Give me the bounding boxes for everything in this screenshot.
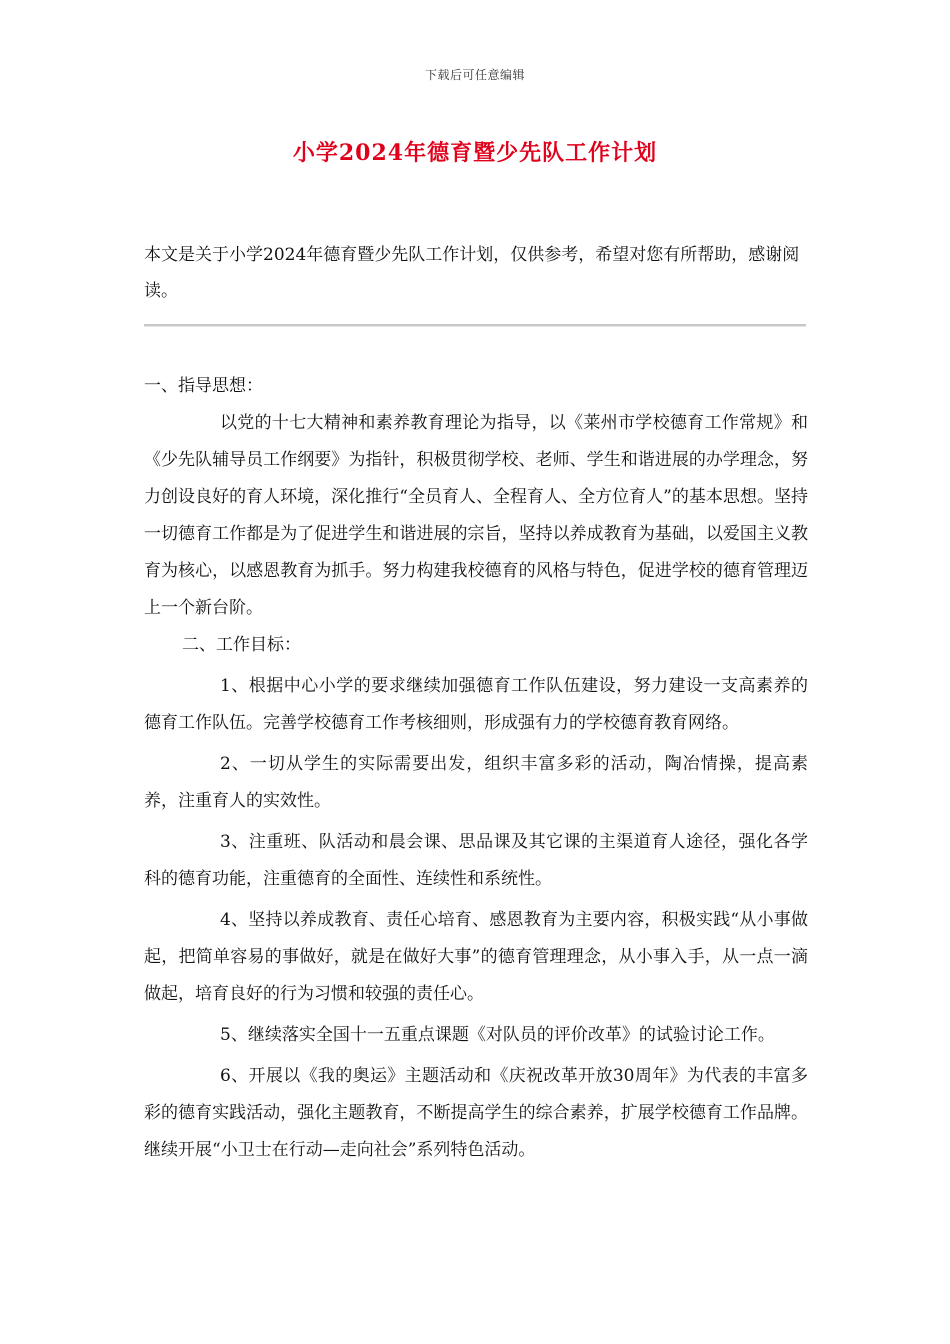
guiding-ideology-paragraph: 以党的十七大精神和素养教育理论为指导，以《莱州市学校德育工作常规》和《少先队辅导员工作纲要》为指针，积极贯彻学校、老师、学生和谐进展的办学理念，努力创设良好的育人环境，深化推行“全员育人、全程育人、全方位育人”的基本思想。坚持一切德育工作都是为了促进学生和谐进展的宗旨，坚持以养成教育为基础，以爱国主义教育为核心，以感恩教育为抓手。努力构建我校德育的风格与特色，促进学校的德育管理迈上一个新台阶。 xyxy=(144,413,808,618)
goal-item-4: 4、坚持以养成教育、责任心培育、感恩教育为主要内容，积极实践“从小事做起，把简单容易的事做好，就是在做好大事”的德育管理理念，从小事入手，从一点一滴做起，培育良好的行为习惯和较强的责任心。 xyxy=(144,910,808,1004)
goal-item-2: 2、一切从学生的实际需要出发，组织丰富多彩的活动，陶冶情操，提高素养，注重育人的实效性。 xyxy=(144,754,808,811)
section-heading-work-goals: 二、工作目标： xyxy=(182,635,301,655)
section-heading-guiding-ideology: 一、指导思想： xyxy=(144,376,263,396)
goal-item-3: 3、注重班、队活动和晨会课、思品课及其它课的主渠道育人途径，强化各学科的德育功能，注重德育的全面性、连续性和系统性。 xyxy=(144,832,808,889)
document-title: 小学2024年德育暨少先队工作计划 xyxy=(292,140,658,166)
goal-item-6: 6、开展以《我的奥运》主题活动和《庆祝改革开放30周年》为代表的丰富多彩的德育实践活动，强化主题教育，不断提高学生的综合素养，扩展学校德育工作品牌。继续开展“小卫士在行动—走向社会”系列特色活动。 xyxy=(144,1066,808,1160)
intro-paragraph: 本文是关于小学2024年德育暨少先队工作计划，仅供参考，希望对您有所帮助，感谢阅读。 xyxy=(144,245,800,301)
goal-item-1: 1、根据中心小学的要求继续加强德育工作队伍建设，努力建设一支高素养的德育工作队伍。完善学校德育工作考核细则，形成强有力的学校德育教育网络。 xyxy=(144,676,808,733)
header-note: 下载后可任意编辑 xyxy=(424,68,525,82)
goal-item-5: 5、继续落实全国十一五重点课题《对队员的评价改革》的试验讨论工作。 xyxy=(220,1025,775,1045)
document-body xyxy=(144,368,808,1169)
divider-line xyxy=(144,324,806,327)
